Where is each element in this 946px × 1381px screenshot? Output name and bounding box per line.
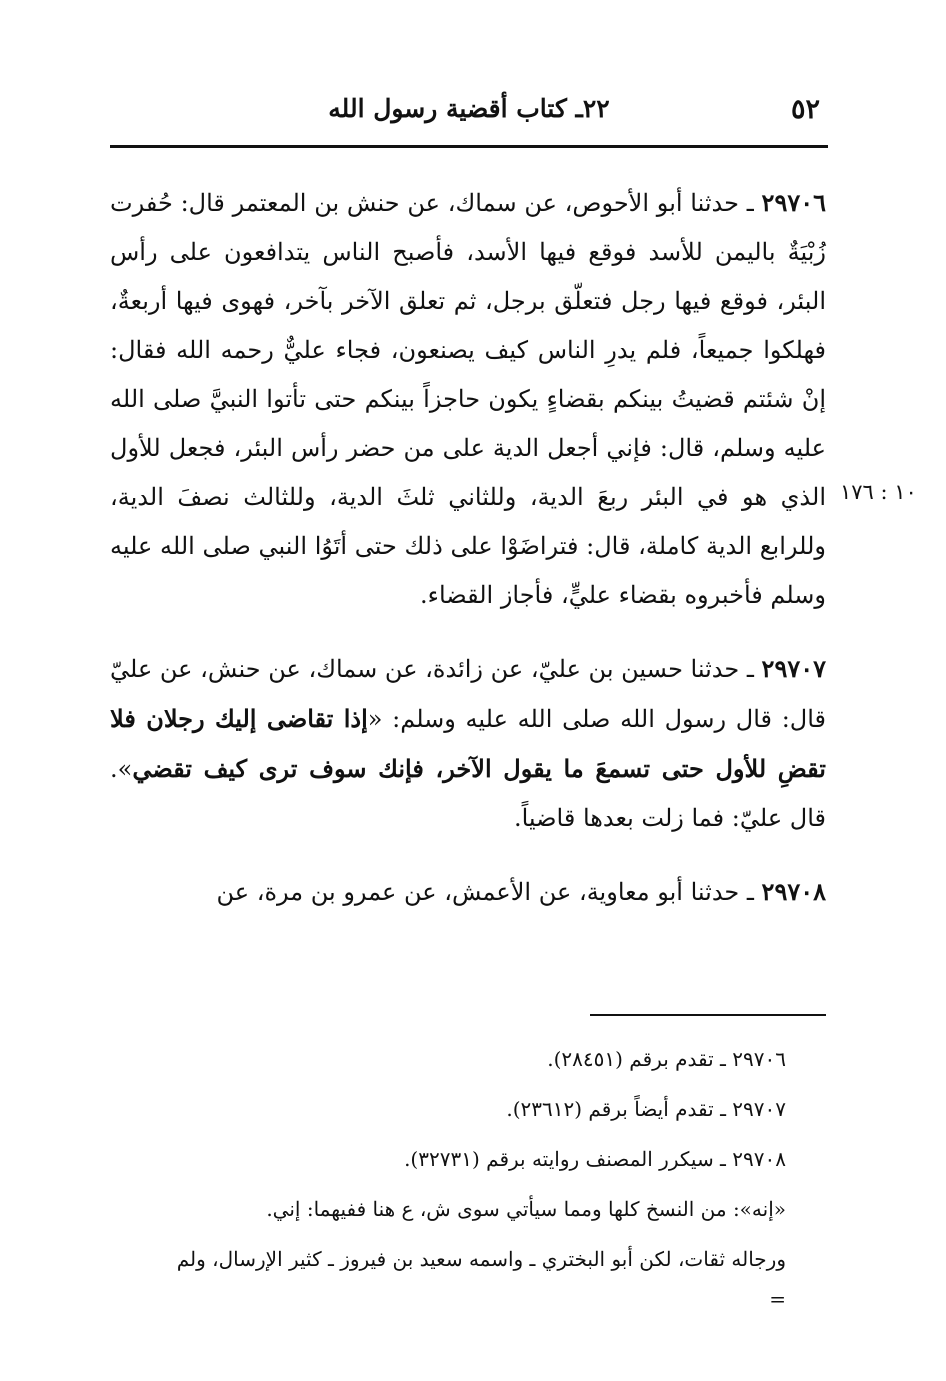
hadith-29708 <box>110 867 826 917</box>
footnote-rule <box>590 1014 826 1016</box>
footnote-29707: ٢٩٧٠٧ ـ تقدم أيضاً برقم (٢٣٦١٢). <box>506 1097 786 1121</box>
hadith-29706 <box>110 178 826 620</box>
page-number: ٥٢ <box>790 94 820 125</box>
hadith-text: ـ حدثنا أبو معاوية، عن الأعمش، عن عمرو بن مرة، عن <box>216 878 762 906</box>
header-rule <box>110 145 828 148</box>
continuation-mark: = <box>769 1287 786 1311</box>
footnotes <box>110 1034 786 1314</box>
hadith-number: ٢٩٧٠٦ <box>761 188 826 217</box>
prophetic-quote: إذا تقاضى إليك رجلان فلا تقضِ للأول حتى تسمعَ ما يقول الآخر، فإنك سوف ترى كيف تقضي <box>110 704 826 783</box>
running-title: ٢٢ـ كتاب أقضية رسول الله <box>328 94 610 123</box>
page-header <box>110 88 828 136</box>
hadith-text-before: ـ حدثنا حسين بن عليّ، عن زائدة، عن سماك، عن حنش، عن عليّ قال: قال رسول الله صلى الله عليه وسلم: « <box>110 655 826 733</box>
hadith-number: ٢٩٧٠٧ <box>761 654 826 683</box>
hadith-number: ٢٩٧٠٨ <box>761 877 826 906</box>
footnote-narrators-note: ورجاله ثقات، لكن أبو البختري ـ واسمه سعيد بن فيروز ـ كثير الإرسال، ولم <box>176 1247 786 1271</box>
hadith-text: ـ حدثنا أبو الأحوص، عن سماك، عن حنش بن المعتمر قال: حُفرت زُبْيَةٌ باليمن للأسد فوقع فيها الأسد، فأصبح الناس يتدافعون على رأس البئر، فوقع فيها رجل فتعلّق برجل، ثم تعلق الآخر بآخر، فهوى فيها أربعةٌ، فهلكوا جميعاً، فلم يدرِ الناس كيف يصنعون، فجاء عليٌّ رحمه الله فقال: إنْ شئتم قضيتُ بينكم بقضاءٍ يكون حاجزاً بينكم حتى تأتوا النبيَّ صلى الله عليه وسلم، قال: فإني أجعل الدية على من حضر رأس البئر، فجعل للأول الذي هو في البئر ربعَ الدية، وللثاني ثلثَ الدية، وللثالث نصفَ الدية، وللرابع الدية كاملة، قال: فتراضَوْا على ذلك حتى أتَوُا النبي صلى الله عليه وسلم فأخبروه بقضاء عليٍّ، فأجاز القضاء. <box>110 189 826 609</box>
footnote-29708: ٢٩٧٠٨ ـ سيكرر المصنف روايته برقم (٣٢٧٣١). <box>404 1147 786 1171</box>
hadith-29707 <box>110 644 826 843</box>
footnote-variant-note: «إنه»: من النسخ كلها ومما سيأتي سوى ش، ع هنا ففيهما: إني. <box>266 1197 786 1221</box>
footnote-29706: ٢٩٧٠٦ ـ تقدم برقم (٢٨٤٥١). <box>547 1047 786 1071</box>
main-text <box>110 178 826 917</box>
hadith-text-after: ». قال عليّ: فما زلت بعدها قاضياً. <box>110 755 826 832</box>
margin-note: ١٠ : ١٧٦ <box>840 480 917 504</box>
